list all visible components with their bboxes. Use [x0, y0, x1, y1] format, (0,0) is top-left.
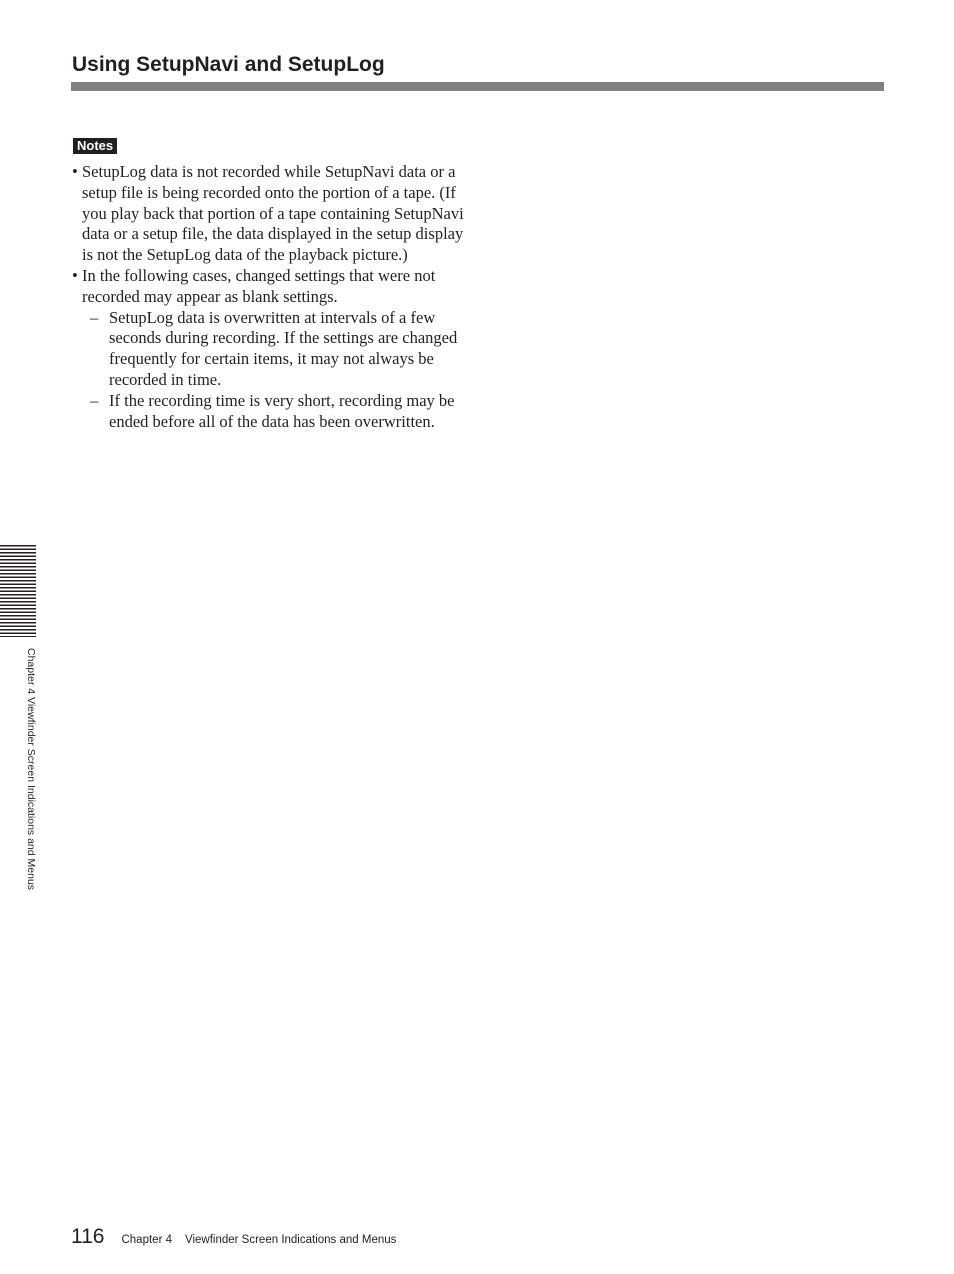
dash-icon: –	[90, 307, 99, 327]
notes-list	[72, 162, 464, 308]
page-footer	[71, 1224, 396, 1250]
page-number: 116	[71, 1225, 105, 1248]
note-sub-item	[82, 308, 464, 391]
note-sub-item	[82, 391, 464, 433]
section-title: Using SetupNavi and SetupLog	[72, 53, 385, 76]
note-text: In the following cases, changed settings that were not recorded may appear as blank settings.	[82, 265, 436, 306]
note-text: SetupLog data is not recorded while SetupNavi data or a setup file is being recorded onto the portion of a tape. (If you play back that portion of a tape containing SetupNavi data or a setup file, the data displayed in the setup display is not the SetupLog data of the playback picture.)	[82, 162, 464, 265]
bullet-icon: •	[72, 162, 78, 181]
note-sub-text: SetupLog data is overwritten at intervals of a few seconds during recording. If the settings are changed frequently for certain items, it may not always be recorded in time.	[109, 307, 458, 389]
footer-chapter-title: Viewfinder Screen Indications and Menus	[185, 1234, 397, 1246]
title-rule	[71, 82, 884, 91]
dash-icon: –	[90, 390, 99, 410]
notes-label: Notes	[73, 138, 117, 154]
chapter-thumb-tab	[0, 545, 36, 637]
side-chapter-label: Chapter 4 Viewfinder Screen Indications and Menus	[25, 648, 37, 891]
note-sub-text: If the recording time is very short, recording may be ended before all of the data has been overwritten.	[109, 390, 455, 431]
footer-chapter: Chapter 4	[121, 1234, 172, 1246]
note-sub-list	[72, 308, 464, 433]
notes-block	[72, 137, 464, 432]
bullet-icon: •	[72, 265, 78, 285]
note-item	[72, 266, 464, 308]
note-item	[72, 162, 464, 266]
